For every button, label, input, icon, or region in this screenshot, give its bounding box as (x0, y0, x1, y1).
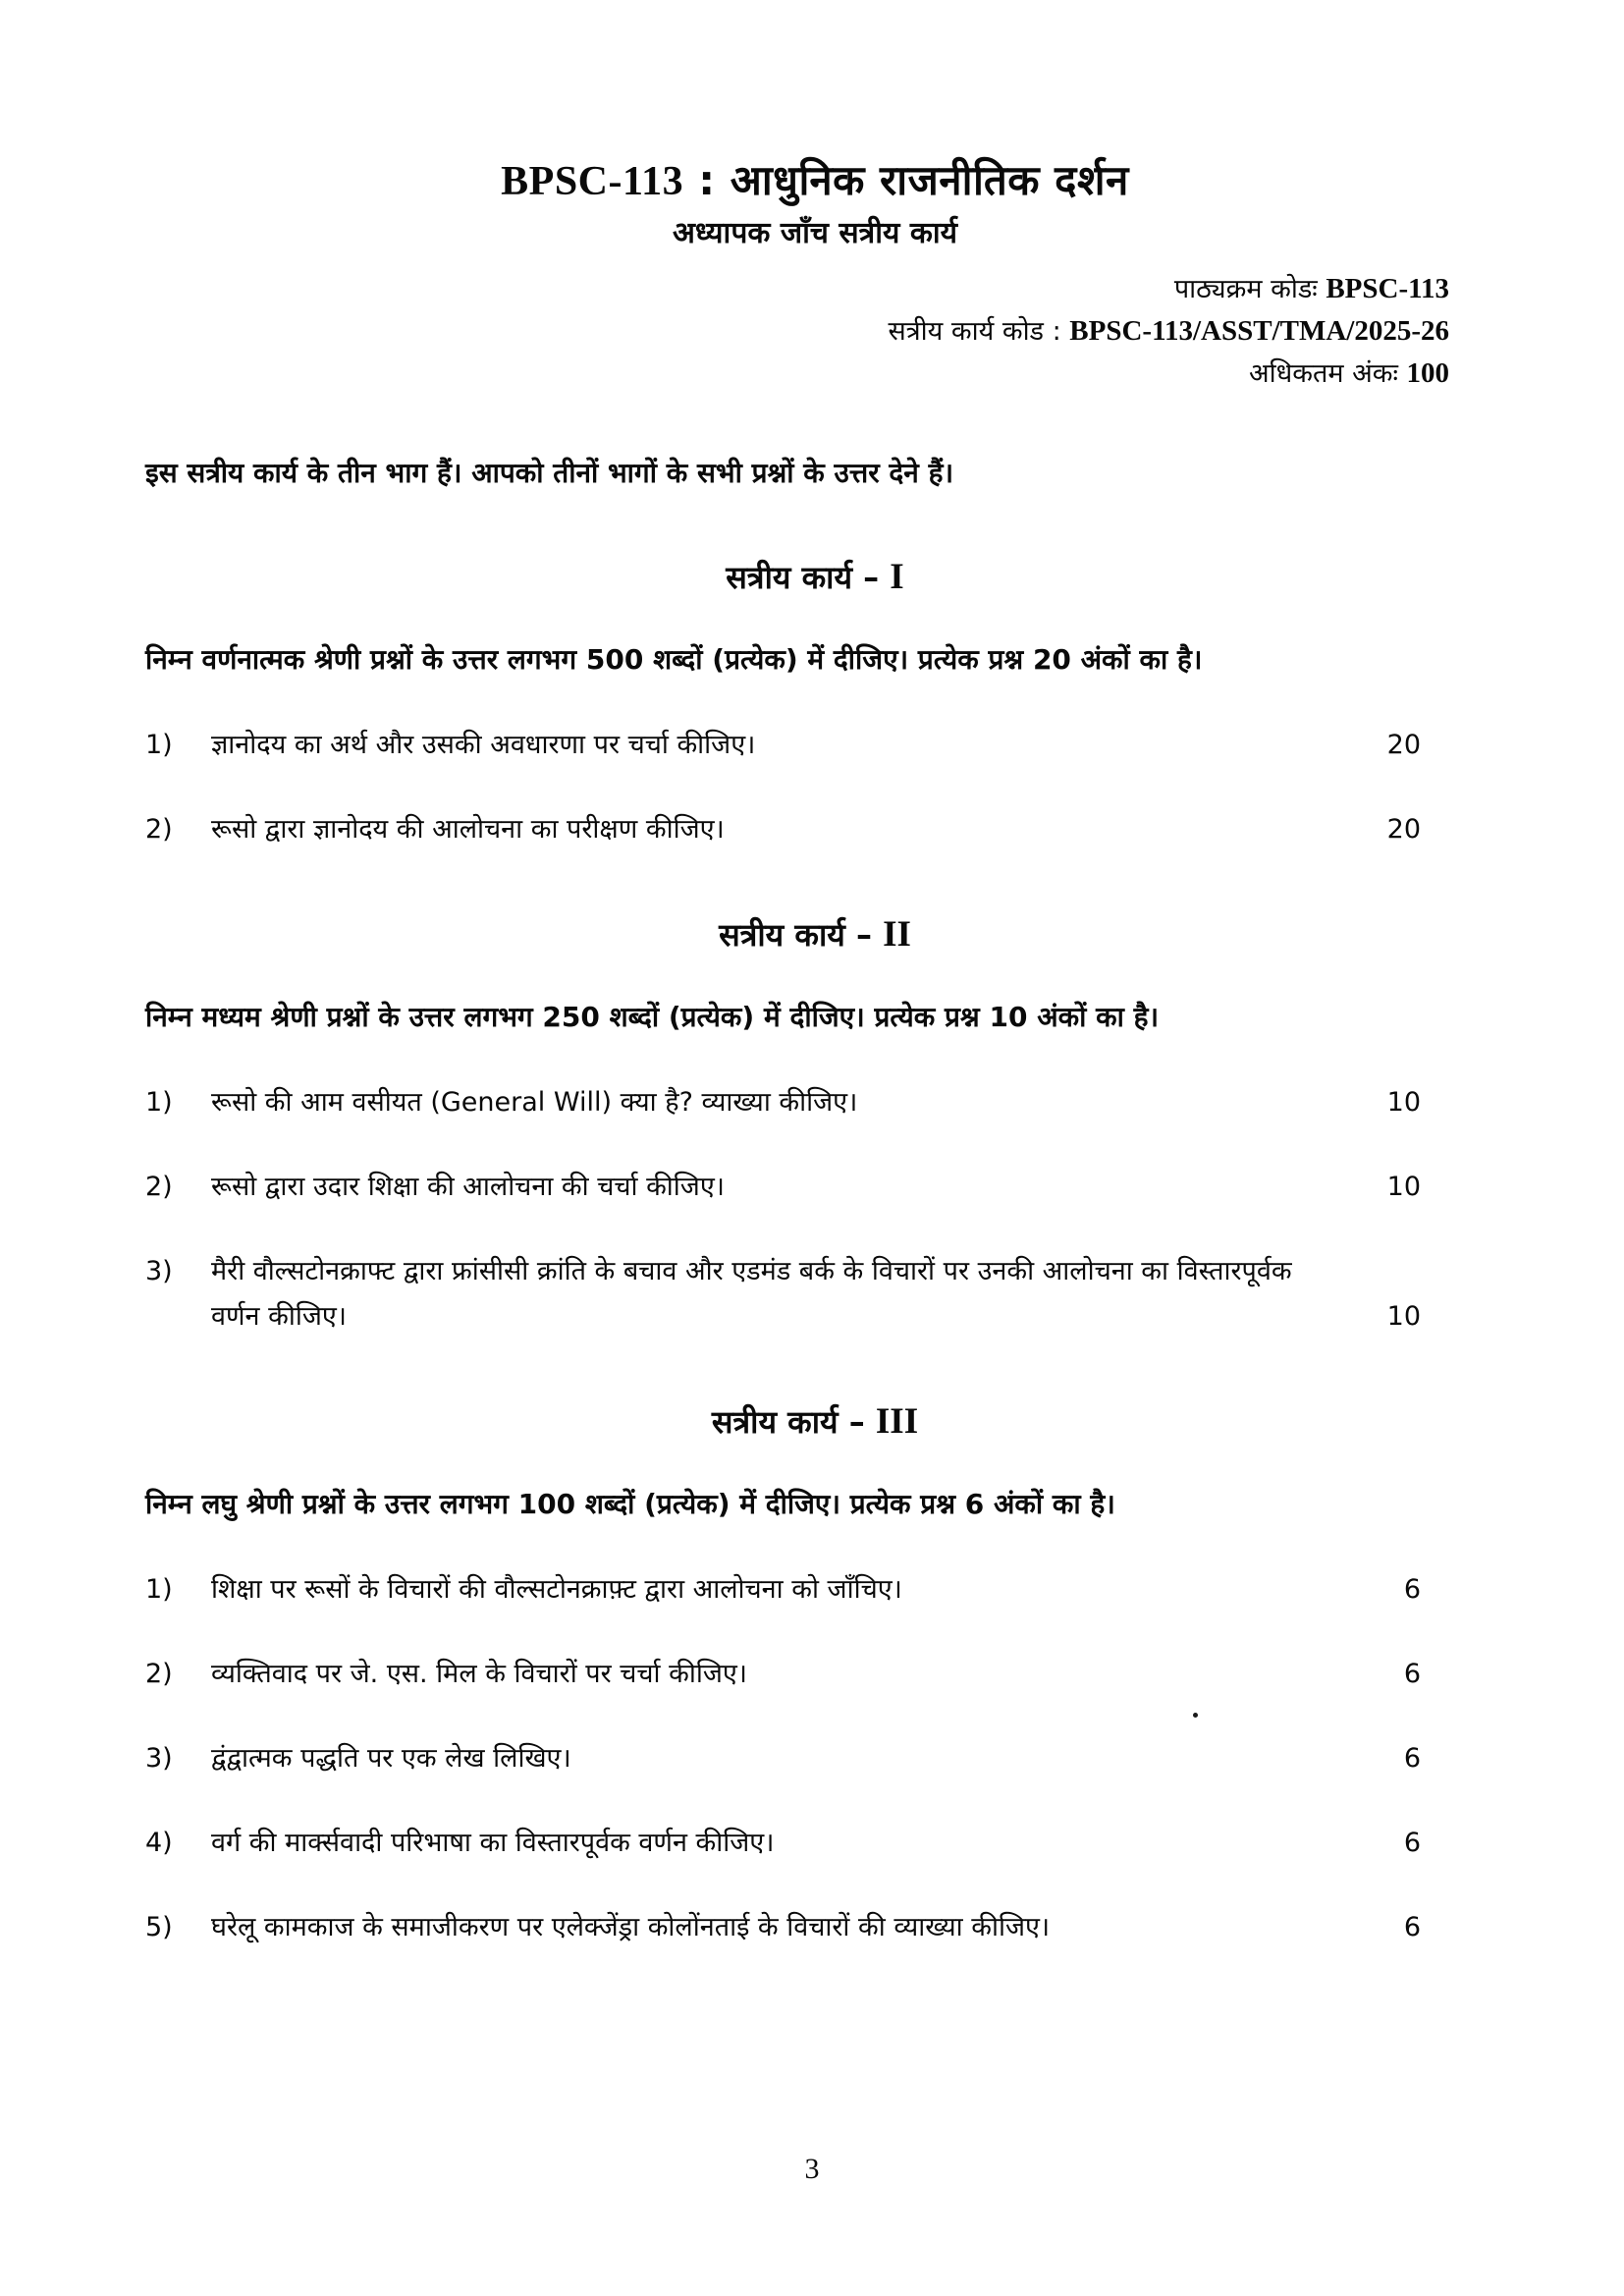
question-text: रूसो द्वारा उदार शिक्षा की आलोचना की चर्चा कीजिए। (211, 1172, 725, 1202)
meta-label: पाठ्यक्रम कोडः (1173, 274, 1326, 304)
meta-value: BPSC-113 (1326, 273, 1449, 304)
intro-note: इस सत्रीय कार्य के तीन भाग हैं। आपको तीनों भागों के सभी प्रश्नों के उत्तर देने हैं। (145, 457, 954, 489)
question-row (145, 1736, 1485, 1781)
question-text: मैरी वौल्सटोनक्राफ्ट द्वारा फ्रांसीसी क्रांति के बचाव और एडमंड बर्क के विचारों पर उनकी आलोचना का विस्तारपूर्वक वर्णन कीजिए। (211, 1256, 1292, 1332)
section-1-instructions: निम्न वर्णनात्मक श्रेणी प्रश्नों के उत्तर लगभग 500 शब्दों (प्रत्येक) में दीजिए। प्रत्येक प्रश्न 20 अंकों का है। (145, 643, 1203, 676)
course-code: BPSC-113 (501, 159, 684, 204)
question-row (145, 1080, 1485, 1125)
question-row (145, 807, 1485, 852)
question-marks: 20 (1386, 730, 1421, 760)
question-row (145, 1652, 1485, 1697)
question-number: 2) (145, 1659, 173, 1689)
question-text: वर्ग की मार्क्सवादी परिभाषा का विस्तारपूर्वक वर्णन कीजिए। (211, 1828, 775, 1858)
question-row (145, 723, 1485, 768)
question-row (145, 1249, 1485, 1339)
question-row (145, 1567, 1485, 1613)
question-number: 5) (145, 1912, 173, 1942)
meta-label: अधिकतम अंकः (1249, 358, 1407, 389)
question-marks: 6 (1403, 1743, 1421, 1774)
page-number: 3 (804, 2153, 820, 2185)
page-title (145, 157, 1485, 205)
section-heading: सत्रीय कार्य – (711, 1403, 865, 1441)
question-number: 1) (145, 1087, 173, 1118)
meta-max-marks (145, 353, 1449, 395)
question-number: 4) (145, 1828, 173, 1858)
question-row (145, 1165, 1485, 1210)
question-text: द्वंद्वात्मक पद्धति पर एक लेख लिखिए। (211, 1743, 571, 1774)
section-heading: सत्रीय कार्य – (719, 916, 872, 954)
question-number: 2) (145, 814, 173, 845)
meta-block (145, 268, 1485, 395)
question-marks: 10 (1386, 1172, 1421, 1202)
question-marks: 6 (1403, 1912, 1421, 1942)
question-text: घरेलू कामकाज के समाजीकरण पर एलेक्जेंड्रा कोलोंनताई के विचारों की व्याख्या कीजिए। (211, 1912, 1051, 1942)
question-text: रूसो द्वारा ज्ञानोदय की आलोचना का परीक्षण कीजिए। (211, 814, 725, 845)
meta-assignment-code (145, 310, 1449, 353)
section-3-instructions: निम्न लघु श्रेणी प्रश्नों के उत्तर लगभग 100 शब्दों (प्रत्येक) में दीजिए। प्रत्येक प्रश्न 6 अंकों का है। (145, 1488, 1115, 1520)
question-number: 1) (145, 730, 173, 760)
question-marks: 10 (1386, 1087, 1421, 1118)
question-marks: 20 (1386, 814, 1421, 845)
question-marks: 6 (1403, 1828, 1421, 1858)
section-3-header (145, 1402, 1485, 1442)
question-number: 1) (145, 1574, 173, 1605)
question-marks: 10 (1386, 1301, 1421, 1332)
question-row (145, 1821, 1485, 1866)
section-1-header (145, 558, 1485, 597)
question-text: रूसो की आम वसीयत (General Will) क्या है? व्याख्या कीजिए। (211, 1087, 858, 1118)
meta-value: 100 (1406, 357, 1449, 389)
question-text: शिक्षा पर रूसों के विचारों की वौल्सटोनक्राफ़्ट द्वारा आलोचना को जाँचिए। (211, 1574, 902, 1605)
scan-artifact-dot (1193, 1713, 1198, 1718)
section-2-instructions: निम्न मध्यम श्रेणी प्रश्नों के उत्तर लगभग 250 शब्दों (प्रत्येक) में दीजिए। प्रत्येक प्रश्न 10 अंकों का है। (145, 1001, 1160, 1033)
meta-course-code (145, 268, 1449, 310)
question-marks: 6 (1403, 1659, 1421, 1689)
section-numeral: II (883, 914, 911, 955)
meta-value: BPSC-113/ASST/TMA/2025-26 (1069, 315, 1449, 347)
page-subtitle: अध्यापक जाँच सत्रीय कार्य (672, 216, 958, 250)
section-2-header (145, 915, 1485, 955)
title-separator: : (683, 156, 731, 204)
meta-label: सत्रीय कार्य कोड : (888, 316, 1070, 347)
question-number: 2) (145, 1172, 173, 1202)
question-number: 3) (145, 1256, 173, 1286)
section-numeral: I (890, 557, 904, 597)
question-number: 3) (145, 1743, 173, 1774)
question-row (145, 1905, 1485, 1950)
question-text: व्यक्तिवाद पर जे. एस. मिल के विचारों पर चर्चा कीजिए। (211, 1659, 748, 1689)
question-text: ज्ञानोदय का अर्थ और उसकी अवधारणा पर चर्चा कीजिए। (211, 730, 756, 760)
section-numeral: III (875, 1401, 919, 1442)
question-marks: 6 (1403, 1574, 1421, 1605)
section-heading: सत्रीय कार्य – (726, 559, 880, 596)
title-hindi: आधुनिक राजनीतिक दर्शन (730, 156, 1129, 204)
